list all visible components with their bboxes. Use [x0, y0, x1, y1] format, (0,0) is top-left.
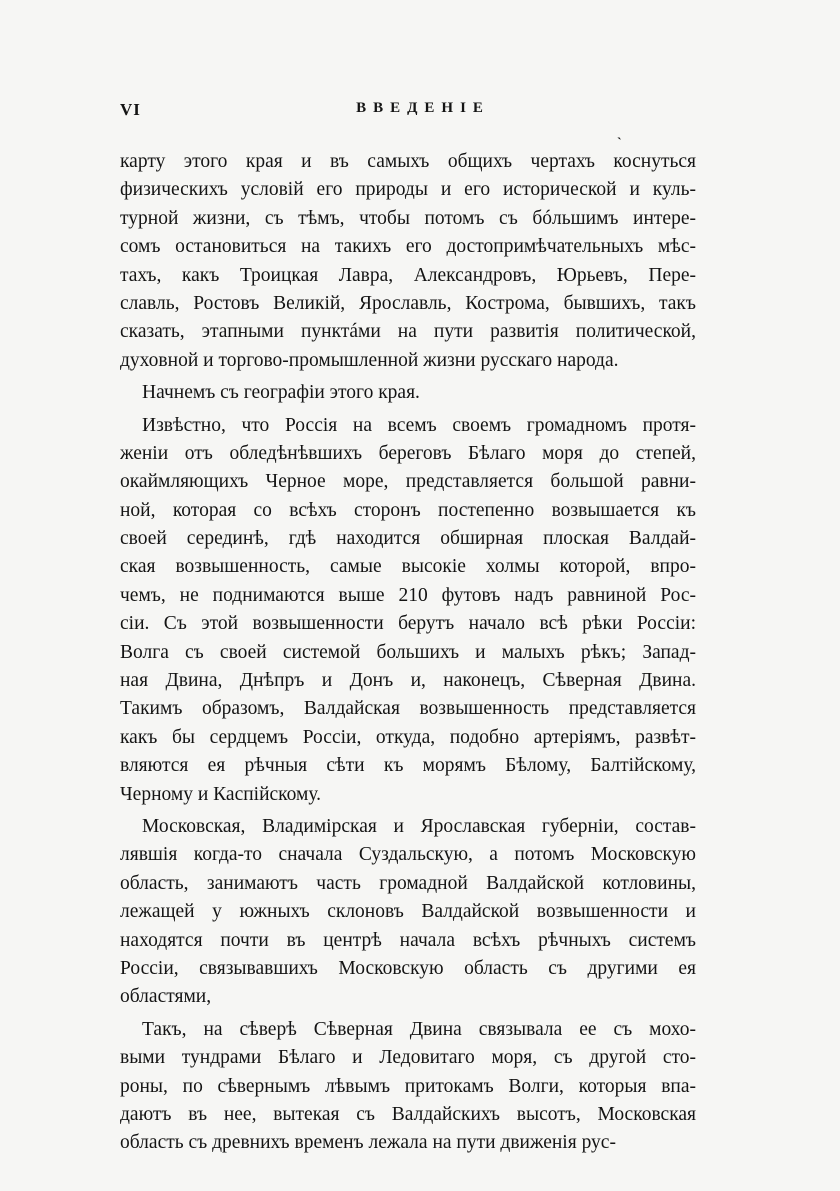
paragraph	[120, 1016, 696, 1158]
text-line: область, занимаютъ часть громадной Валдайской котловины,	[120, 872, 696, 894]
text-line: чемъ, не поднимаются выше 210 футовъ надъ равниной Рос-	[120, 584, 696, 606]
text-line: физическихъ условій его природы и его исторической и куль-	[120, 179, 696, 201]
text-line: Извѣстно, что Россія на всемъ своемъ громадномъ протя-	[142, 414, 696, 436]
text-line: славль, Ростовъ Великій, Ярославль, Кострома, бывшихъ, такъ	[120, 292, 696, 314]
text-line: тахъ, какъ Троицкая Лавра, Александровъ, Юрьевъ, Пере-	[120, 264, 696, 286]
text-line: областями,	[120, 986, 212, 1008]
text-line: Черному и Каспійскому.	[120, 783, 322, 805]
text-line: какъ бы сердцемъ Россіи, откуда, подобно артеріямъ, развѣт-	[120, 726, 696, 748]
running-head	[120, 100, 696, 151]
text-line: женіи отъ обледѣнѣвшихъ береговъ Бѣлаго моря до степей,	[120, 442, 696, 464]
text-line: находятся почти въ центрѣ начала всѣхъ рѣчныхъ системъ	[120, 929, 696, 951]
paragraph	[120, 813, 696, 1012]
paragraph	[120, 148, 696, 375]
text-line: карту этого края и въ самыхъ общихъ чертахъ коснуться	[120, 151, 696, 172]
paragraph	[120, 379, 696, 407]
text-line: своей серединѣ, гдѣ находится обширная плоская Валдай-	[120, 528, 696, 550]
section-title: ВВЕДЕНІЕ	[356, 100, 490, 116]
body-text	[120, 148, 696, 1158]
text-line: даютъ въ нее, вытекая съ Валдайскихъ высотъ, Московская	[120, 1103, 696, 1125]
text-line: Начнемъ съ географіи этого края.	[142, 382, 420, 404]
text-line: ная Двина, Днѣпръ и Донъ и, наконецъ, Сѣверная Двина.	[120, 670, 696, 692]
text-line: Волга съ своей системой большихъ и малыхъ рѣкъ; Запад-	[120, 641, 696, 663]
text-line: сіи. Съ этой возвышенности берутъ начало всѣ рѣки Россіи:	[120, 613, 696, 635]
text-line: область съ древнихъ временъ лежала на пути движенія рус-	[120, 1132, 616, 1154]
text-line: Россіи, связывавшихъ Московскую область съ другими ея	[120, 957, 696, 979]
text-line: турной жизни, съ тѣмъ, чтобы потомъ съ бóльшимъ интере-	[120, 207, 696, 229]
stray-print-mark: ˋ	[617, 136, 622, 151]
book-page	[120, 100, 696, 1158]
text-line: лявшія когда-то сначала Суздальскую, а потомъ Московскую	[120, 844, 696, 866]
text-line: роны, по сѣвернымъ лѣвымъ притокамъ Волги, которыя впа-	[120, 1075, 696, 1097]
text-line: Такъ, на сѣверѣ Сѣверная Двина связывала ее съ мохо-	[142, 1018, 696, 1040]
page-number: VI	[120, 100, 141, 119]
text-line: сказать, этапными пунктáми на пути развитія политической,	[120, 321, 696, 343]
paragraph	[120, 412, 696, 809]
text-line: Московская, Владимірская и Ярославская губерніи, состав-	[142, 815, 696, 837]
text-line: сомъ остановиться на такихъ его достопримѣчательныхъ мѣс-	[120, 236, 696, 258]
text-line: Такимъ образомъ, Валдайская возвышенность представляется	[120, 698, 696, 720]
text-line: лежащей у южныхъ склоновъ Валдайской возвышенности и	[120, 901, 696, 923]
text-line: окаймляющихъ Черное море, представляется большой равни-	[120, 471, 696, 493]
text-line: духовной и торгово-промышленной жизни русскаго народа.	[120, 349, 619, 371]
text-line: ская возвышенность, самые высокіе холмы которой, впро-	[120, 556, 696, 578]
text-line: выми тундрами Бѣлаго и Ледовитаго моря, съ другой сто-	[120, 1047, 696, 1069]
text-line: вляются ея рѣчныя сѣти къ морямъ Бѣлому, Балтійскому,	[120, 755, 696, 777]
text-line: ной, которая со всѣхъ сторонъ постепенно возвышается къ	[120, 499, 696, 521]
